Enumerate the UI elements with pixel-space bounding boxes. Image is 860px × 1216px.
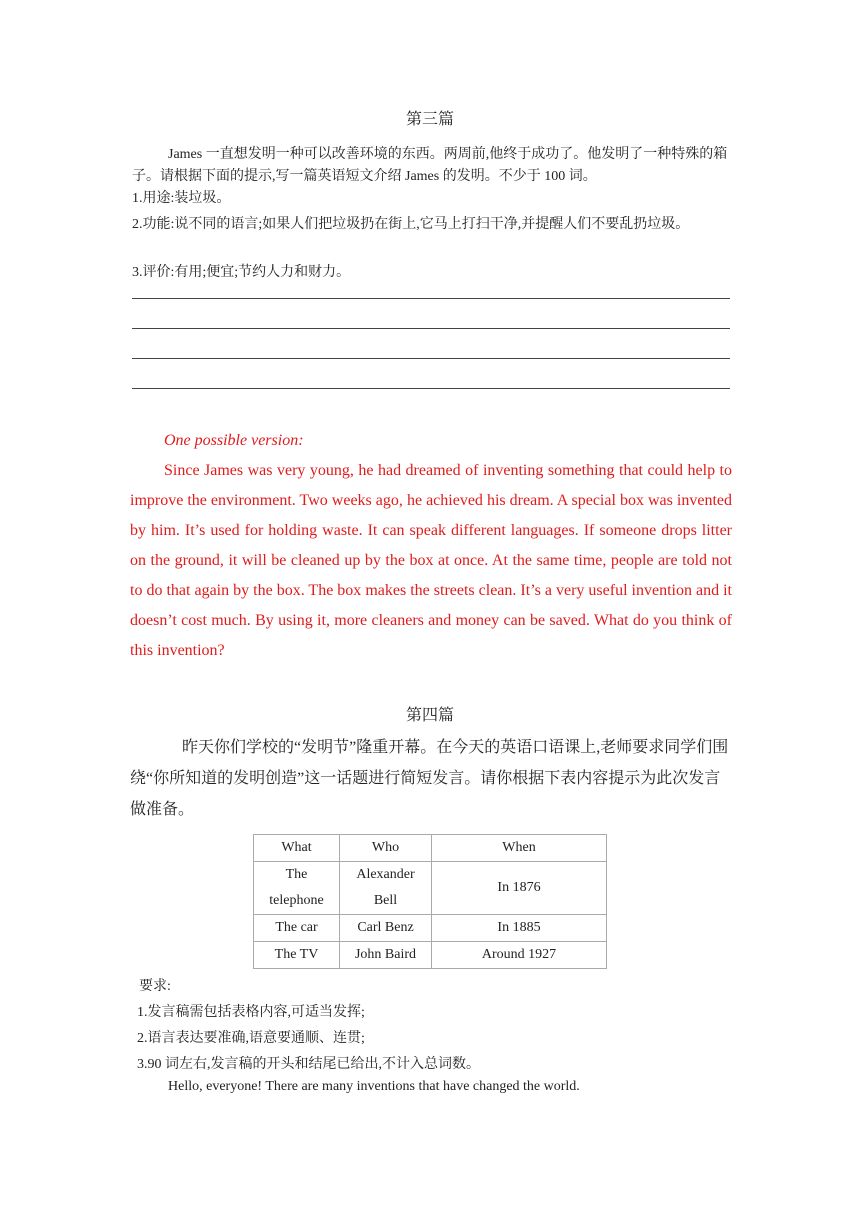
table-cell: The TV [254,942,340,969]
table-cell: The telephone [254,862,340,915]
answer-text: Since James was very young, he had dreamed of inventing something that could help to improve the environment. Two weeks ago, he achieved his dream. A special box was invented by him. It’s used for holding waste. It can speak different languages. If someone drops litter on the ground, it will be cleaned up by the box at once. At the same time, people are told not to do that again by the box. The box makes the streets clean. It’s a very useful invention and it doesn’t cost much. By using it, more cleaners and money can be saved. What do you think of this invention? [130,462,732,659]
table-cell: In 1876 [432,862,607,915]
table-row [254,942,607,969]
section3-title: 第三篇 [405,111,454,128]
table-header-cell: Who [340,835,432,862]
table-header-cell: When [432,835,607,862]
table-cell: John Baird [340,942,432,969]
answer-heading: One possible version: [164,432,304,449]
section4-title: 第四篇 [405,707,454,724]
writing-line [132,388,730,389]
writing-line [132,358,730,359]
table-cell: The car [254,915,340,942]
table-cell: Carl Benz [340,915,432,942]
table-cell: In 1885 [432,915,607,942]
speech-opening: Hello, everyone! There are many inventions that have changed the world. [168,1079,580,1094]
section3-point-1: 1.用途:装垃圾。 [132,191,231,206]
section3-point-2: 2.功能:说不同的语言;如果人们把垃圾扔在街上,它马上打扫干净,并提醒人们不要乱扔垃圾。 [132,217,690,232]
table-header-row [254,835,607,862]
table-row [254,915,607,942]
section3-intro: James 一直想发明一种可以改善环境的东西。两周前,他终于成功了。他发明了一种特殊的箱子。请根据下面的提示,写一篇英语短文介绍 James 的发明。不少于 100 词。 [132,147,728,184]
section4-intro: 昨天你们学校的“发明节”隆重开幕。在今天的英语口语课上,老师要求同学们围绕“你所知道的发明创造”这一话题进行简短发言。请你根据下表内容提示为此次发言做准备。 [130,739,729,818]
requirement-3: 3.90 词左右,发言稿的开头和结尾已给出,不计入总词数。 [137,1057,480,1072]
requirements-title: 要求: [139,979,171,994]
writing-line [132,298,730,299]
table-cell: Around 1927 [432,942,607,969]
section3-point-3: 3.评价:有用;便宜;节约人力和财力。 [132,265,351,280]
table-cell: Alexander Bell [340,862,432,915]
inventions-table [253,834,607,969]
table-header-cell: What [254,835,340,862]
writing-line [132,328,730,329]
requirement-1: 1.发言稿需包括表格内容,可适当发挥; [137,1005,365,1020]
requirement-2: 2.语言表达要准确,语意要通顺、连贯; [137,1031,365,1046]
table-row [254,862,607,915]
